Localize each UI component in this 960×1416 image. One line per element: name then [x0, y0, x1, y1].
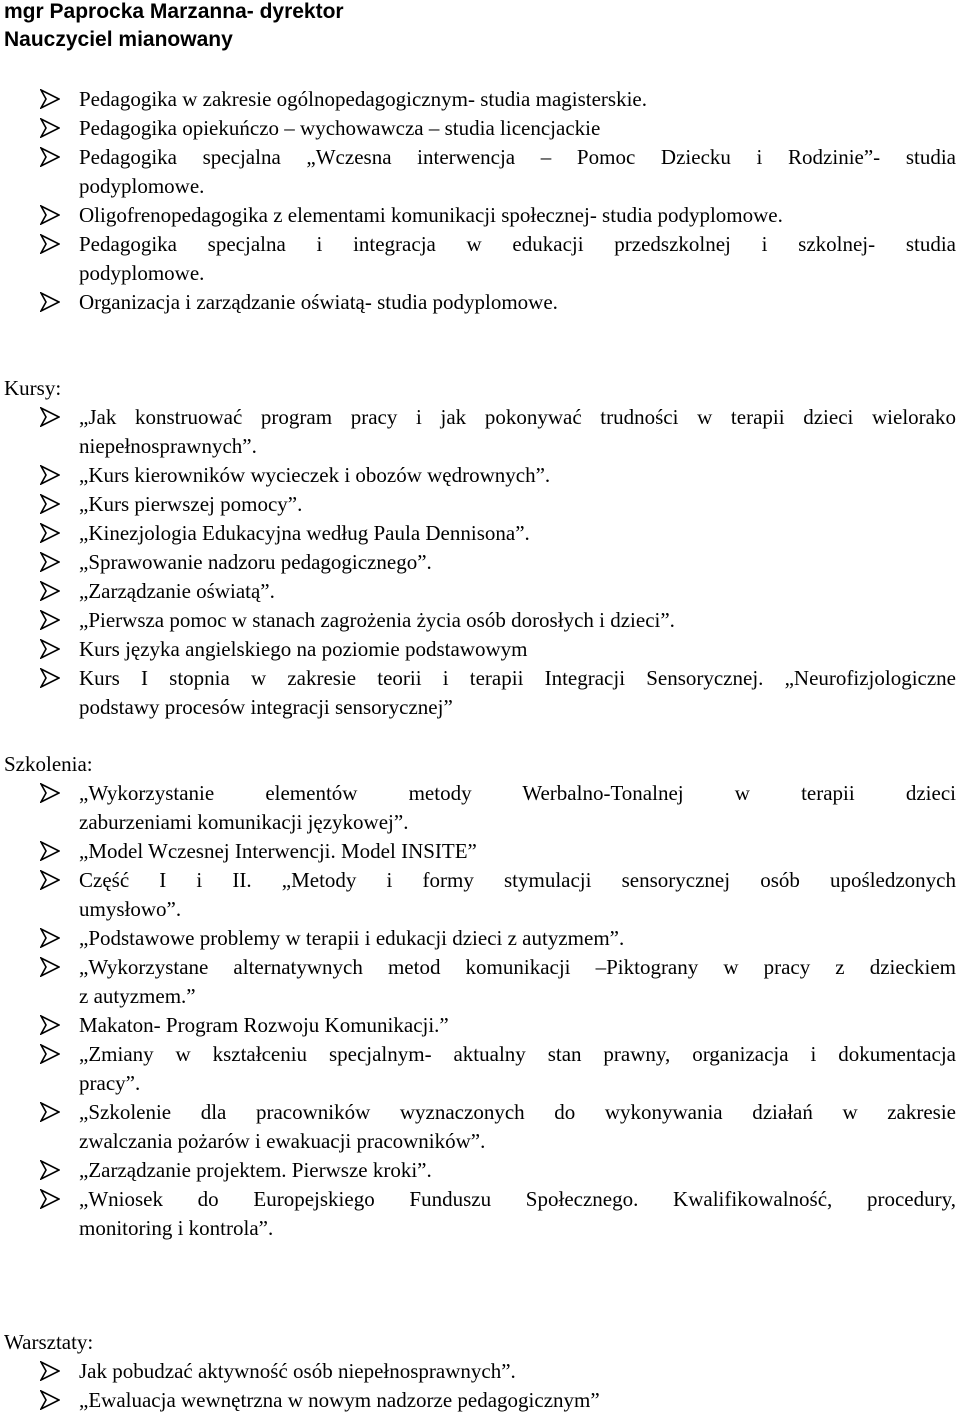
trainings-item: „Podstawowe problemy w terapii i edukacji dzieci z autyzmem”. [79, 926, 625, 950]
studies-item: Organizacja i zarządzanie oświatą- studia podyplomowe. [79, 290, 558, 314]
studies-item: Pedagogika specjalna i integracja w edukacji przedszkolnej i szkolnej- studia [79, 232, 956, 256]
arrowhead-bullet-icon [40, 639, 60, 659]
courses-item: „Pierwsza pomoc w stanach zagrożenia życia osób dorosłych i dzieci”. [79, 608, 675, 632]
arrowhead-bullet-icon [40, 1044, 60, 1064]
arrowhead-bullet-icon [40, 1189, 60, 1209]
arrowhead-bullet-icon [40, 292, 60, 312]
trainings-item-continuation: pracy”. [79, 1071, 141, 1095]
courses-item-continuation: niepełnosprawnych”. [79, 434, 257, 458]
trainings-item-continuation: z autyzmem.” [79, 984, 196, 1008]
arrowhead-bullet-icon [40, 1390, 60, 1410]
trainings-item: „Wykorzystane alternatywnych metod komunikacji –Piktograny w pracy z dzieckiem [79, 955, 956, 979]
trainings-item-continuation: monitoring i kontrola”. [79, 1216, 274, 1240]
courses-item: „Jak konstruować program pracy i jak pokonywać trudności w terapii dzieci wielorako [79, 405, 956, 429]
arrowhead-bullet-icon [40, 1102, 60, 1122]
courses-item: „Kurs kierowników wycieczek i obozów wędrownych”. [79, 463, 551, 487]
workshops-heading: Warsztaty: [4, 1330, 94, 1354]
courses-item: Kurs języka angielskiego na poziomie podstawowym [79, 637, 528, 661]
trainings-item: „Szkolenie dla pracowników wyznaczonych do wykonywania działań w zakresie [79, 1100, 956, 1124]
arrowhead-bullet-icon [40, 610, 60, 630]
arrowhead-bullet-icon [40, 783, 60, 803]
arrowhead-bullet-icon [40, 494, 60, 514]
arrowhead-bullet-icon [40, 147, 60, 167]
trainings-item-continuation: umysłowo”. [79, 897, 182, 921]
arrowhead-bullet-icon [40, 581, 60, 601]
studies-item: Pedagogika w zakresie ogólnopedagogicznym- studia magisterskie. [79, 87, 648, 111]
courses-item: „Zarządzanie oświatą”. [79, 579, 275, 603]
arrowhead-bullet-icon [40, 205, 60, 225]
trainings-item: „Wykorzystanie elementów metody Werbalno-Tonalnej w terapii dzieci [79, 781, 956, 805]
trainings-item: „Wniosek do Europejskiego Funduszu Społecznego. Kwalifikowalność, procedury, [79, 1187, 956, 1211]
courses-item: „Sprawowanie nadzoru pedagogicznego”. [79, 550, 432, 574]
person-name: mgr Paprocka Marzanna- dyrektor [4, 0, 344, 23]
studies-item: Oligofrenopedagogika z elementami komunikacji społecznej- studia podyplomowe. [79, 203, 783, 227]
workshops-item: „Ewaluacja wewnętrzna w nowym nadzorze pedagogicznym” [79, 1388, 600, 1412]
trainings-heading: Szkolenia: [4, 752, 93, 776]
studies-item: Pedagogika opiekuńczo – wychowawcza – studia licencjackie [79, 116, 601, 140]
arrowhead-bullet-icon [40, 870, 60, 890]
arrowhead-bullet-icon [40, 668, 60, 688]
courses-item: „Kurs pierwszej pomocy”. [79, 492, 303, 516]
studies-item: Pedagogika specjalna „Wczesna interwencja – Pomoc Dziecku i Rodzinie”- studia [79, 145, 956, 169]
studies-item-continuation: podyplomowe. [79, 261, 205, 285]
arrowhead-bullet-icon [40, 957, 60, 977]
trainings-item-continuation: zaburzeniami komunikacji językowej”. [79, 810, 409, 834]
courses-item-continuation: podstawy procesów integracji sensorycznej” [79, 695, 453, 719]
arrowhead-bullet-icon [40, 1361, 60, 1381]
arrowhead-bullet-icon [40, 928, 60, 948]
courses-item: „Kinezjologia Edukacyjna według Paula Dennisona”. [79, 521, 530, 545]
arrowhead-bullet-icon [40, 234, 60, 254]
arrowhead-bullet-icon [40, 407, 60, 427]
trainings-item: Makaton- Program Rozwoju Komunikacji.” [79, 1013, 449, 1037]
studies-item-continuation: podyplomowe. [79, 174, 205, 198]
courses-item: Kurs I stopnia w zakresie teorii i terapii Integracji Sensorycznej. „Neurofizjologiczne [79, 666, 956, 690]
trainings-item-continuation: zwalczania pożarów i ewakuacji pracowników”. [79, 1129, 486, 1153]
arrowhead-bullet-icon [40, 465, 60, 485]
arrowhead-bullet-icon [40, 1160, 60, 1180]
courses-heading: Kursy: [4, 376, 62, 400]
arrowhead-bullet-icon [40, 552, 60, 572]
arrowhead-bullet-icon [40, 523, 60, 543]
trainings-item: „Zarządzanie projektem. Pierwsze kroki”. [79, 1158, 432, 1182]
arrowhead-bullet-icon [40, 841, 60, 861]
workshops-item: Jak pobudzać aktywność osób niepełnosprawnych”. [79, 1359, 516, 1383]
trainings-item: „Model Wczesnej Interwencji. Model INSITE” [79, 839, 477, 863]
arrowhead-bullet-icon [40, 89, 60, 109]
arrowhead-bullet-icon [40, 1015, 60, 1035]
trainings-item: Część I i II. „Metody i formy stymulacji sensorycznej osób upośledzonych [79, 868, 956, 892]
person-title: Nauczyciel mianowany [4, 28, 233, 51]
trainings-item: „Zmiany w kształceniu specjalnym- aktualny stan prawny, organizacja i dokumentacja [79, 1042, 956, 1066]
arrowhead-bullet-icon [40, 118, 60, 138]
